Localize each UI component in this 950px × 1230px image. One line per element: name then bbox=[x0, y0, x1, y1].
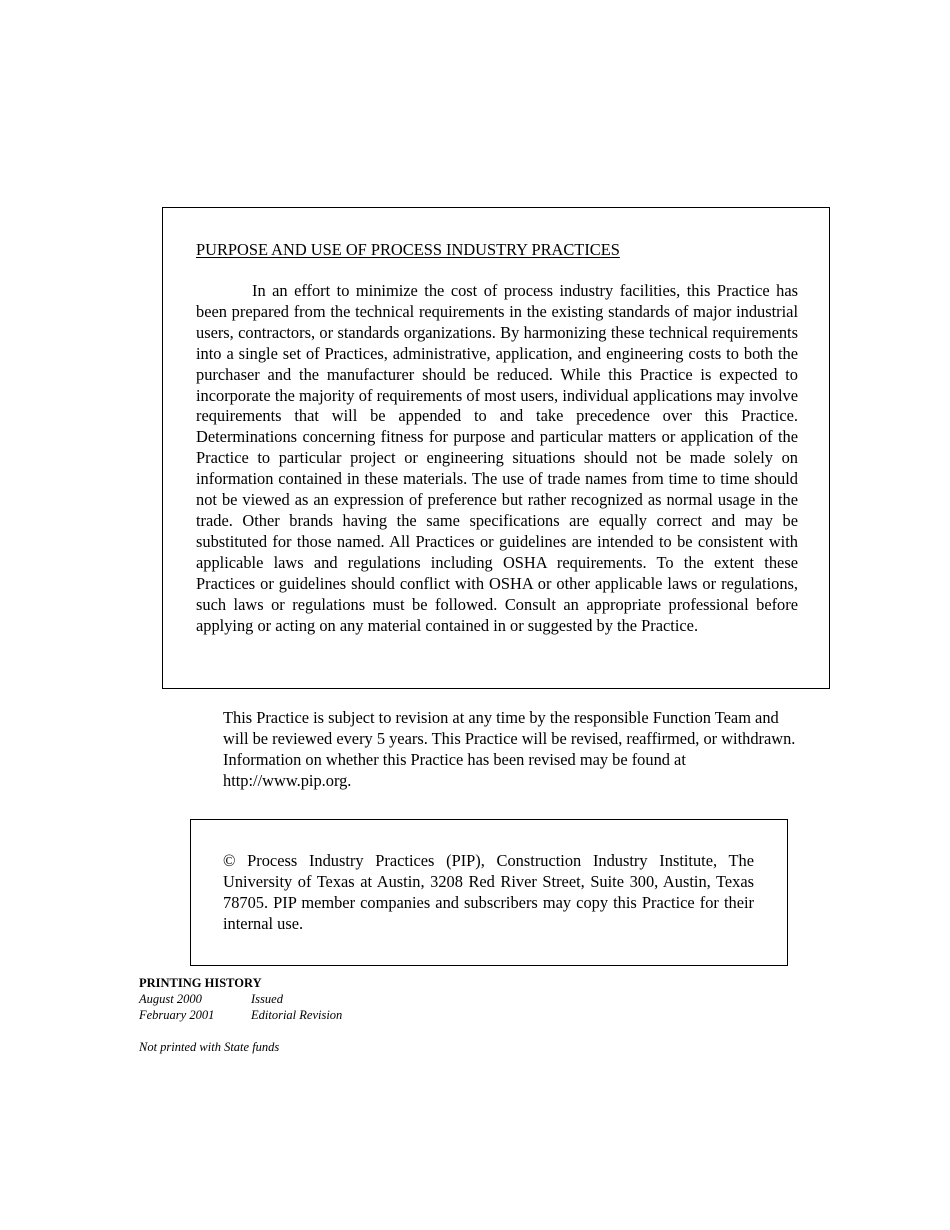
printing-history-title: PRINTING HISTORY bbox=[139, 976, 262, 990]
printing-history-entry bbox=[139, 991, 283, 1007]
revision-notice: This Practice is subject to revision at any time by the responsible Function Team and will be reviewed every 5 years. This Practice will be revised, reaffirmed, or withdrawn. Information on whether this Practice has been revised may be found at http://www.pip.org. bbox=[223, 708, 796, 790]
purpose-heading: PURPOSE AND USE OF PROCESS INDUSTRY PRACTICES bbox=[196, 240, 620, 259]
history-date: August 2000 bbox=[139, 992, 202, 1006]
history-status: Editorial Revision bbox=[251, 1008, 343, 1022]
printing-history-entry bbox=[139, 1007, 342, 1023]
purpose-paragraph: In an effort to minimize the cost of process industry facilities, this Practice has been prepared from the technical requirements in the existing standards of major industrial users, contractors, or standards organizations. By harmonizing these technical requirements into a single set of Practices, administrative, application, and engineering costs to both the purchaser and the manufacturer should be reduced. While this Practice is expected to incorporate the majority of requirements of most users, individual applications may involve requirements that will be appended to and take precedence over this Practice. Determinations concerning fitness for purpose and particular matters or application of the Practice to particular project or engineering situations should not be made solely on information contained in these materials. The use of trade names from time to time should not be viewed as an expression of preference but rather recognized as normal usage in the trade. Other brands having the same specifications are equally correct and may be substituted for those named. All Practices or guidelines are intended to be consistent with applicable laws and regulations including OSHA requirements. To the extent these Practices or guidelines should conflict with OSHA or other applicable laws or regulations, such laws or regulations must be followed. Consult an appropriate professional before applying or acting on any material contained in or suggested by the Practice. bbox=[196, 281, 798, 635]
history-date: February 2001 bbox=[139, 1008, 215, 1022]
history-status: Issued bbox=[251, 992, 283, 1006]
copyright-notice: © Process Industry Practices (PIP), Construction Industry Institute, The University of Texas at Austin, 3208 Red River Street, Suite 300, Austin, Texas 78705. PIP member companies and subscribers may copy this Practice for their internal use. bbox=[223, 851, 754, 933]
funds-note: Not printed with State funds bbox=[139, 1040, 280, 1054]
